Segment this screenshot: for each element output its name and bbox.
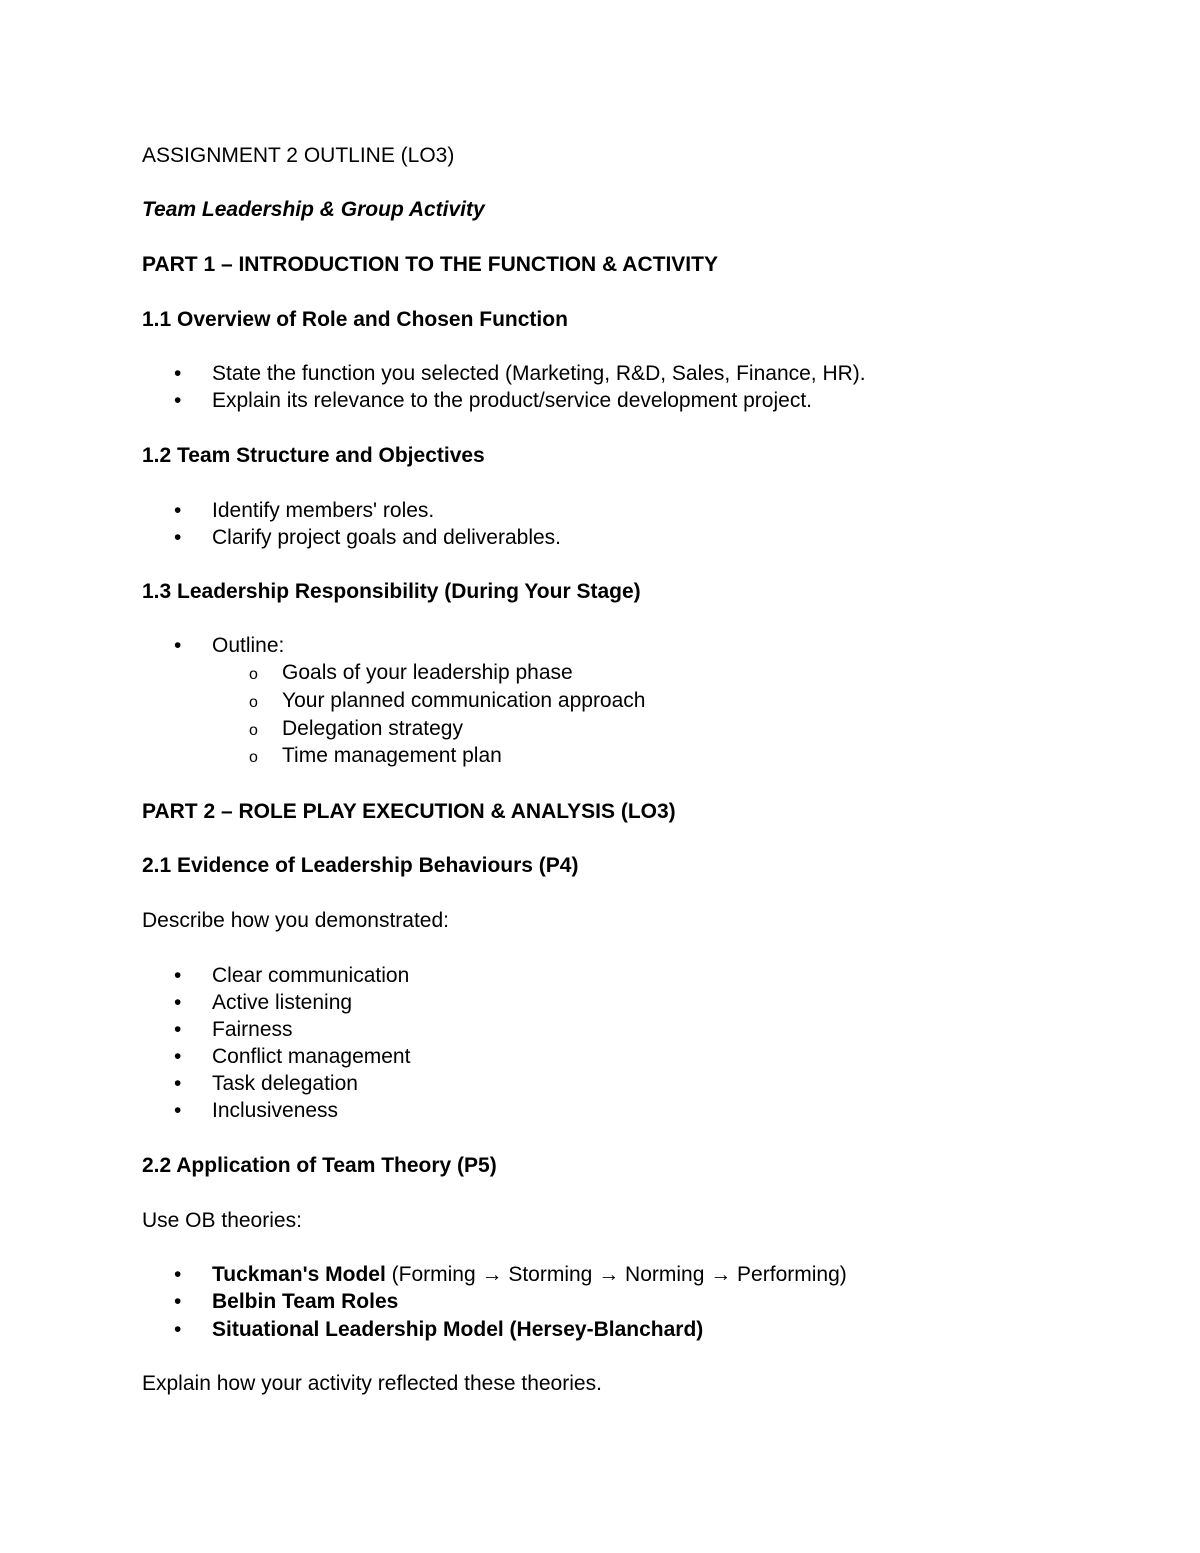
list-item-text: Outline: <box>212 634 285 657</box>
section-2-1-intro: Describe how you demonstrated: <box>142 909 449 932</box>
section-2-1-heading: 2.1 Evidence of Leadership Behaviours (P4) <box>142 854 579 877</box>
list-item-text: Belbin Team Roles <box>212 1290 399 1313</box>
document-subtitle: Team Leadership & Group Activity <box>142 198 485 221</box>
bullet-marker: • <box>174 1099 182 1122</box>
bullet-marker: • <box>174 1318 182 1341</box>
bullet-marker: • <box>174 389 182 412</box>
sub-bullet-marker: o <box>249 694 258 711</box>
bullet-marker: • <box>174 991 182 1014</box>
list-item-text: Active listening <box>212 991 353 1014</box>
document-title: ASSIGNMENT 2 OUTLINE (LO3) <box>142 144 455 167</box>
section-1-2-heading: 1.2 Team Structure and Objectives <box>142 444 485 467</box>
tuckman-model-name: Tuckman's Model <box>212 1263 386 1286</box>
bullet-marker: • <box>174 964 182 987</box>
list-item-text: Conflict management <box>212 1045 411 1068</box>
bullet-marker: • <box>174 499 182 522</box>
section-2-2-closing: Explain how your activity reflected these theories. <box>142 1372 602 1395</box>
sub-list-item-text: Goals of your leadership phase <box>282 661 573 684</box>
part1-heading: PART 1 – INTRODUCTION TO THE FUNCTION & ACTIVITY <box>142 253 718 276</box>
sub-bullet-marker: o <box>249 722 258 739</box>
bullet-marker: • <box>174 526 182 549</box>
list-item-text: Situational Leadership Model (Hersey-Blanchard) <box>212 1318 704 1341</box>
sub-list-item-text: Your planned communication approach <box>282 689 646 712</box>
list-item-text <box>212 1262 847 1288</box>
list-item-text: Fairness <box>212 1018 293 1041</box>
sub-bullet-marker: o <box>249 749 258 766</box>
list-item-text: Explain its relevance to the product/service development project. <box>212 389 812 412</box>
bullet-marker: • <box>174 1045 182 1068</box>
section-2-2-heading: 2.2 Application of Team Theory (P5) <box>142 1154 497 1177</box>
list-item-text: Inclusiveness <box>212 1099 339 1122</box>
part2-heading: PART 2 – ROLE PLAY EXECUTION & ANALYSIS (LO3) <box>142 800 676 823</box>
list-item-text: Identify members' roles. <box>212 499 435 522</box>
tuckman-stages: (Forming → Storming → Norming → Performing) <box>385 1263 847 1286</box>
section-2-2-intro: Use OB theories: <box>142 1209 302 1232</box>
section-1-1-heading: 1.1 Overview of Role and Chosen Function <box>142 308 568 331</box>
bullet-marker: • <box>174 1072 182 1095</box>
bullet-marker: • <box>174 362 182 385</box>
list-item-text: Clarify project goals and deliverables. <box>212 526 562 549</box>
list-item-text: Clear communication <box>212 964 410 987</box>
list-item-text: State the function you selected (Marketing, R&D, Sales, Finance, HR). <box>212 362 866 385</box>
bullet-marker: • <box>174 1263 182 1286</box>
bullet-marker: • <box>174 1018 182 1041</box>
sub-bullet-marker: o <box>249 666 258 683</box>
sub-list-item-text: Delegation strategy <box>282 717 463 740</box>
bullet-marker: • <box>174 1290 182 1313</box>
section-1-3-heading: 1.3 Leadership Responsibility (During Your Stage) <box>142 580 641 603</box>
sub-list-item-text: Time management plan <box>282 744 502 767</box>
list-item-text: Task delegation <box>212 1072 358 1095</box>
bullet-marker: • <box>174 634 182 657</box>
